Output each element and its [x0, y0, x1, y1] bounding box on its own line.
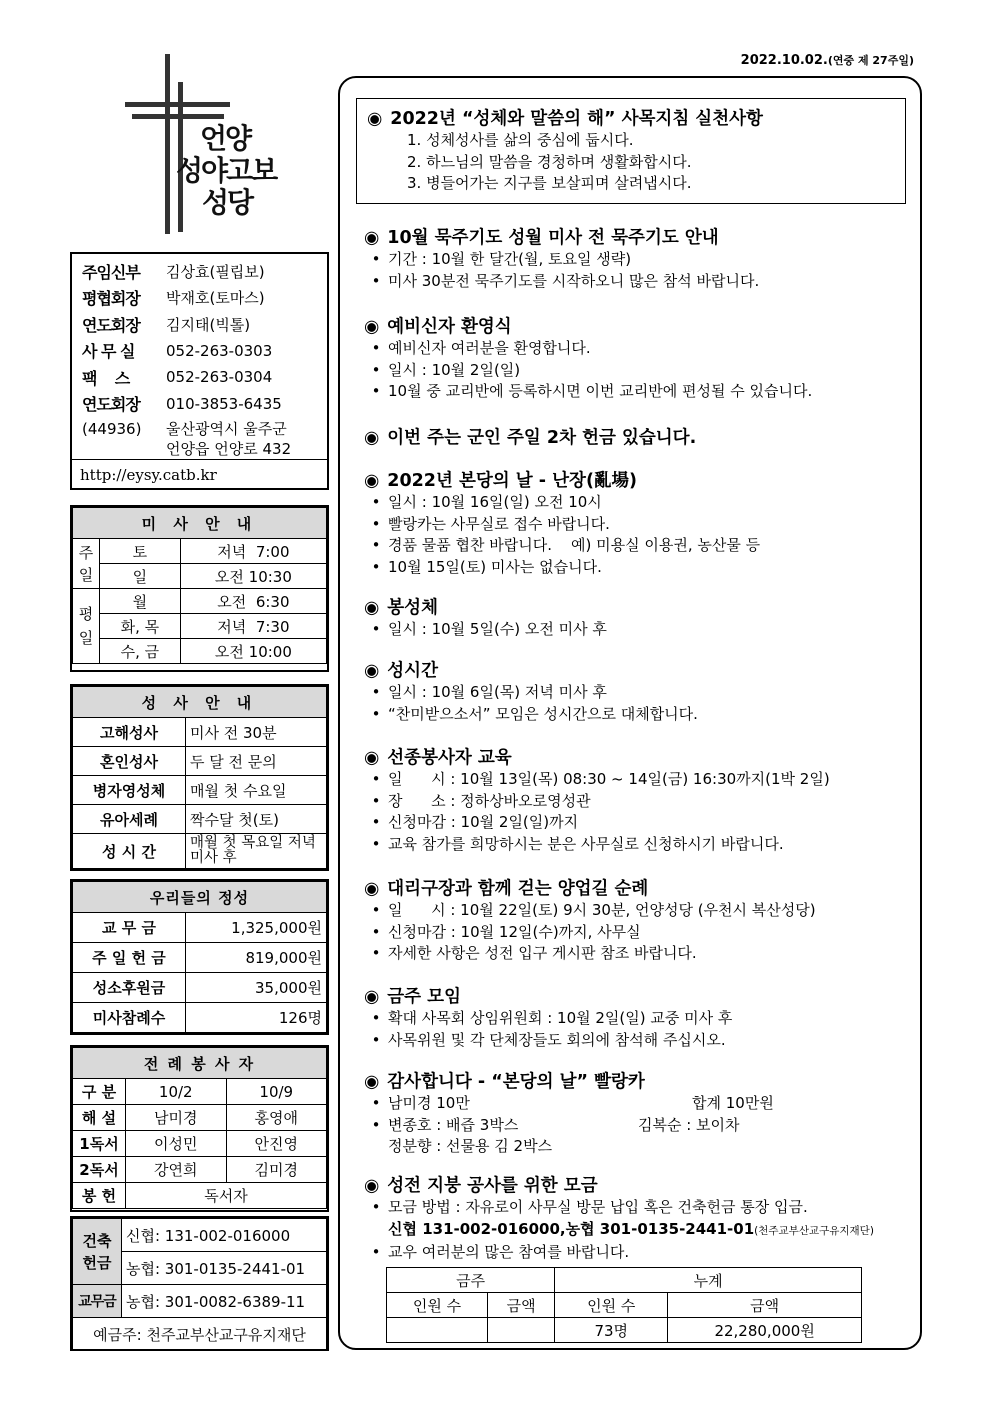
mass-schedule: 미 사 안 내 주일 토 저녁 7:00 일 오전 10:30 평일 월 오전 6:30 화, 목 저녁 7:30 수, 금 오전 10:00 — [70, 505, 329, 672]
bullet-item: • 장 소 : 정하상바오로영성관 — [371, 791, 591, 810]
bullet-item: • 일 시 : 10월 22일(토) 9시 30분, 언양성당 (우천시 복산성당) — [371, 901, 816, 919]
logo-text-line2: 성야고보 — [176, 154, 277, 187]
building-fund-label: 건축헌금 — [73, 1219, 122, 1285]
section-title: ◉ 대리구장과 함께 걷는 양업길 순례 — [364, 879, 649, 899]
section-title: ◉ 10월 묵주기도 성월 미사 전 묵주기도 안내 — [364, 228, 719, 248]
announcement-section — [364, 657, 914, 725]
section-title: ◉ 예비신자 환영식 — [364, 317, 512, 337]
bullet-item: • 교육 참가를 희망하시는 분은 사무실로 신청하시기 바랍니다. — [371, 834, 784, 853]
section-title: ◉ 2022년 “성체와 말씀의 해” 사목지침 실천사항 — [367, 109, 763, 129]
divider — [72, 459, 327, 460]
roof-fund-table: 금주 누계 인원 수 금액 인원 수 금액 73명 22,280,000원 — [386, 1267, 862, 1343]
info-row: 사 무 실 052-263-0303 — [82, 341, 273, 362]
announcement-section — [364, 744, 914, 855]
info-row: 연도회장 010-3853-6435 — [82, 394, 282, 415]
bullet-item: • 신청마감 : 10월 2일(일)까지 — [371, 813, 579, 831]
parish-info — [70, 252, 329, 490]
info-row: 주임신부 김상효(필립보) — [82, 262, 265, 282]
section-title: ◉ 금주 모임 — [364, 987, 461, 1007]
roof-fund-section: ◉ 성전 지붕 공사를 위한 모금 • 모금 방법 : 자유로이 사무실 방문 납입 혹은 건축헌금 통장 입금. 신협 131-002-016000,농협 301-0135-2441-01(천주교부산교구유지재단) • 교우 여러분의 많은 참여를 바랍니다. — [364, 1172, 914, 1264]
bullet-item: • 기간 : 10월 한 달간(월, 토요일 생략) — [371, 250, 632, 268]
bullet-item: • 빨랑카는 사무실로 접수 바랍니다. — [371, 514, 610, 533]
bullet-item: • 10월 중 교리반에 등록하시면 이번 교리반에 편성될 수 있습니다. — [371, 382, 813, 400]
section-title: ◉ 성전 지붕 공사를 위한 모금 — [364, 1176, 598, 1196]
sacrament-info: 성 사 안 내 고해성사 미사 전 30분 혼인성사 두 달 전 문의 병자영성체 매월 첫 수요일 유아세례 짝수달 첫(토) 성 시 간 매월 첫 목요일 저녁미사 후 — [70, 684, 329, 871]
mass-title: 미 사 안 내 — [73, 508, 327, 539]
issue-date: 2022.10.02.(연중 제 27주일) — [740, 53, 914, 68]
servers-title: 전 례 봉 사 자 — [73, 1048, 327, 1079]
announcement-section — [364, 313, 914, 403]
section-title: ◉ 성시간 — [364, 661, 438, 681]
bullet-item: • 일시 : 10월 6일(목) 저녁 미사 후 — [371, 683, 607, 701]
group-label: 평일 — [73, 589, 100, 664]
offering-title: 우리들의 정성 — [73, 882, 327, 913]
bullet-item: • 경품 물품 협찬 바랍니다. 예) 미용실 이용권, 농산물 등 — [371, 536, 761, 554]
bullet-item: • 일시 : 10월 5일(수) 오전 미사 후 — [371, 620, 607, 638]
section-title: ◉ 봉성체 — [364, 598, 438, 618]
announcement-section — [364, 983, 914, 1051]
section-title: ◉ 이번 주는 군인 주일 2차 헌금 있습니다. — [364, 428, 697, 448]
liturgy-servers: 전 례 봉 사 자 구 분 10/2 10/9 해 설 남미경 홍영애 1독서 이성민 안진영 2독서 강연희 김미경 봉 헌 독서자 — [70, 1045, 329, 1212]
bullet-item: • 자세한 사항은 성전 입구 게시판 참조 바랍니다. — [371, 944, 697, 962]
bullet-item: • 미사 30분전 묵주기도를 시작하오니 많은 참석 바랍니다. — [371, 271, 760, 290]
logo-text-line3: 성당 — [202, 186, 253, 219]
bank-accounts: 건축헌금 신협: 131-002-016000 농협: 301-0135-2441-01 교무금 농협: 301-0082-6389-11 예금주: 천주교부산교구유지재단 — [70, 1216, 329, 1351]
bullet-item: • “찬미받으소서” 모임은 성시간으로 대체합니다. — [371, 704, 698, 723]
bullet-item: • 확대 사목회 상임위원회 : 10월 2일(일) 교중 미사 후 — [371, 1009, 733, 1027]
bullet-item: • 일 시 : 10월 13일(목) 08:30 ~ 14일(금) 16:30까지(1박 2일) — [371, 770, 830, 788]
section-title: ◉ 선종봉사자 교육 — [364, 748, 512, 768]
bullet-item: • 사목위원 및 각 단체장들도 회의에 참석해 주십시오. — [371, 1030, 726, 1049]
logo-text-line1: 언양 — [200, 122, 251, 155]
thanks-section: ◉ 감사합니다 - “본당의 날” 빨랑카 • 남미경 10만 합계 10만원 • 변종호 : 배즙 3박스 김복순 : 보이차 정분향 : 선물용 김 2박스 — [364, 1068, 914, 1158]
bullet-item: • 예비신자 여러분을 환영합니다. — [371, 339, 591, 357]
info-row: 평협회장 박재호(토마스) — [82, 289, 265, 309]
sacrament-title: 성 사 안 내 — [73, 687, 327, 718]
bullet-item: • 10월 15일(토) 미사는 없습니다. — [371, 557, 602, 576]
info-row: 팩 스 052-263-0304 — [82, 368, 273, 388]
address: (44936) 울산광역시 울주군 언양읍 언양로 432 — [82, 420, 292, 458]
announcement-section — [364, 467, 914, 578]
bullet-item: • 일시 : 10월 16일(일) 오전 10시 — [371, 493, 602, 511]
bullet-item: • 신청마감 : 10월 12일(수)까지, 사무실 — [371, 922, 641, 941]
section-title: ◉ 2022년 본당의 날 - 난장(亂場) — [364, 471, 637, 491]
group-label: 주일 — [73, 539, 100, 589]
pastoral-guidelines: ◉ 2022년 “성체와 말씀의 해” 사목지침 실천사항 1. 성체성사를 삶의 중심에 둡시다. 2. 하느님의 말씀을 경청하며 생활화합시다. 3. 병들어가는 지구를 보살피며 살려냅시다. — [356, 98, 906, 204]
info-row: 연도회장 김지태(빅톨) — [82, 315, 251, 335]
announcement-section — [364, 224, 914, 292]
bullet-item: • 일시 : 10월 2일(일) — [371, 360, 521, 379]
announcement-section — [364, 875, 914, 965]
website-link[interactable]: http://eysy.catb.kr — [80, 466, 217, 484]
announcement-section — [364, 424, 914, 449]
offering-summary: 우리들의 정성 교 무 금 1,325,000원 주 일 헌 금 819,000원 성소후원금 35,000원 미사참례수 126명 — [70, 879, 329, 1035]
section-title: ◉ 감사합니다 - “본당의 날” 빨랑카 — [364, 1072, 645, 1092]
announcement-section — [364, 594, 914, 641]
church-logo — [120, 52, 320, 242]
